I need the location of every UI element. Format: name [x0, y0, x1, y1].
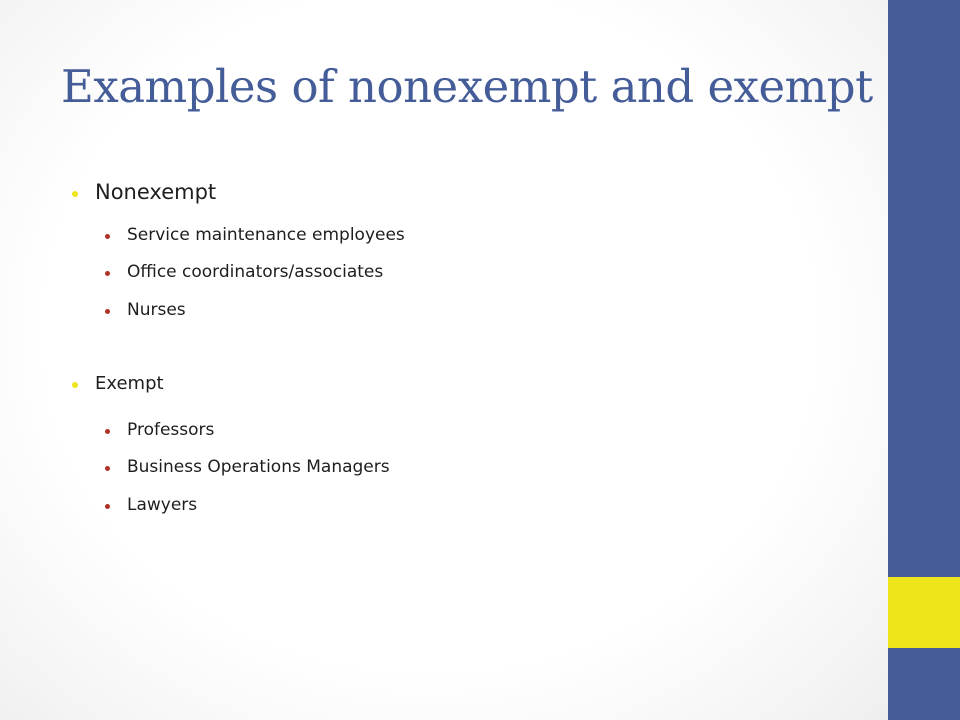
- red-bullet-icon: [105, 466, 110, 471]
- accent-color-block: [888, 577, 960, 648]
- list-item-label: Lawyers: [127, 495, 198, 515]
- list-item-label: Office coordinators/associates: [127, 262, 384, 282]
- red-bullet-icon: [105, 234, 110, 239]
- list-item-label: Business Operations Managers: [127, 457, 390, 477]
- list-item: [105, 300, 186, 320]
- list-item-label: Service maintenance employees: [127, 225, 405, 245]
- bullet-item-nonexempt: [72, 180, 216, 204]
- list-item: [105, 262, 383, 282]
- red-bullet-icon: [105, 309, 110, 314]
- red-bullet-icon: [105, 429, 110, 434]
- list-item-label: Nurses: [127, 300, 186, 320]
- section-heading: Nonexempt: [95, 180, 217, 204]
- list-item-label: Professors: [127, 420, 215, 440]
- list-item: [105, 495, 197, 515]
- list-item: [105, 225, 405, 245]
- list-item: [105, 457, 390, 477]
- bullet-item-exempt: [72, 373, 164, 394]
- list-item: [105, 420, 214, 440]
- yellow-bullet-icon: [72, 382, 78, 388]
- yellow-bullet-icon: [72, 191, 78, 197]
- red-bullet-icon: [105, 504, 110, 509]
- section-heading: Exempt: [95, 373, 164, 394]
- slide-title: Examples of nonexempt and exempt: [61, 60, 873, 113]
- red-bullet-icon: [105, 271, 110, 276]
